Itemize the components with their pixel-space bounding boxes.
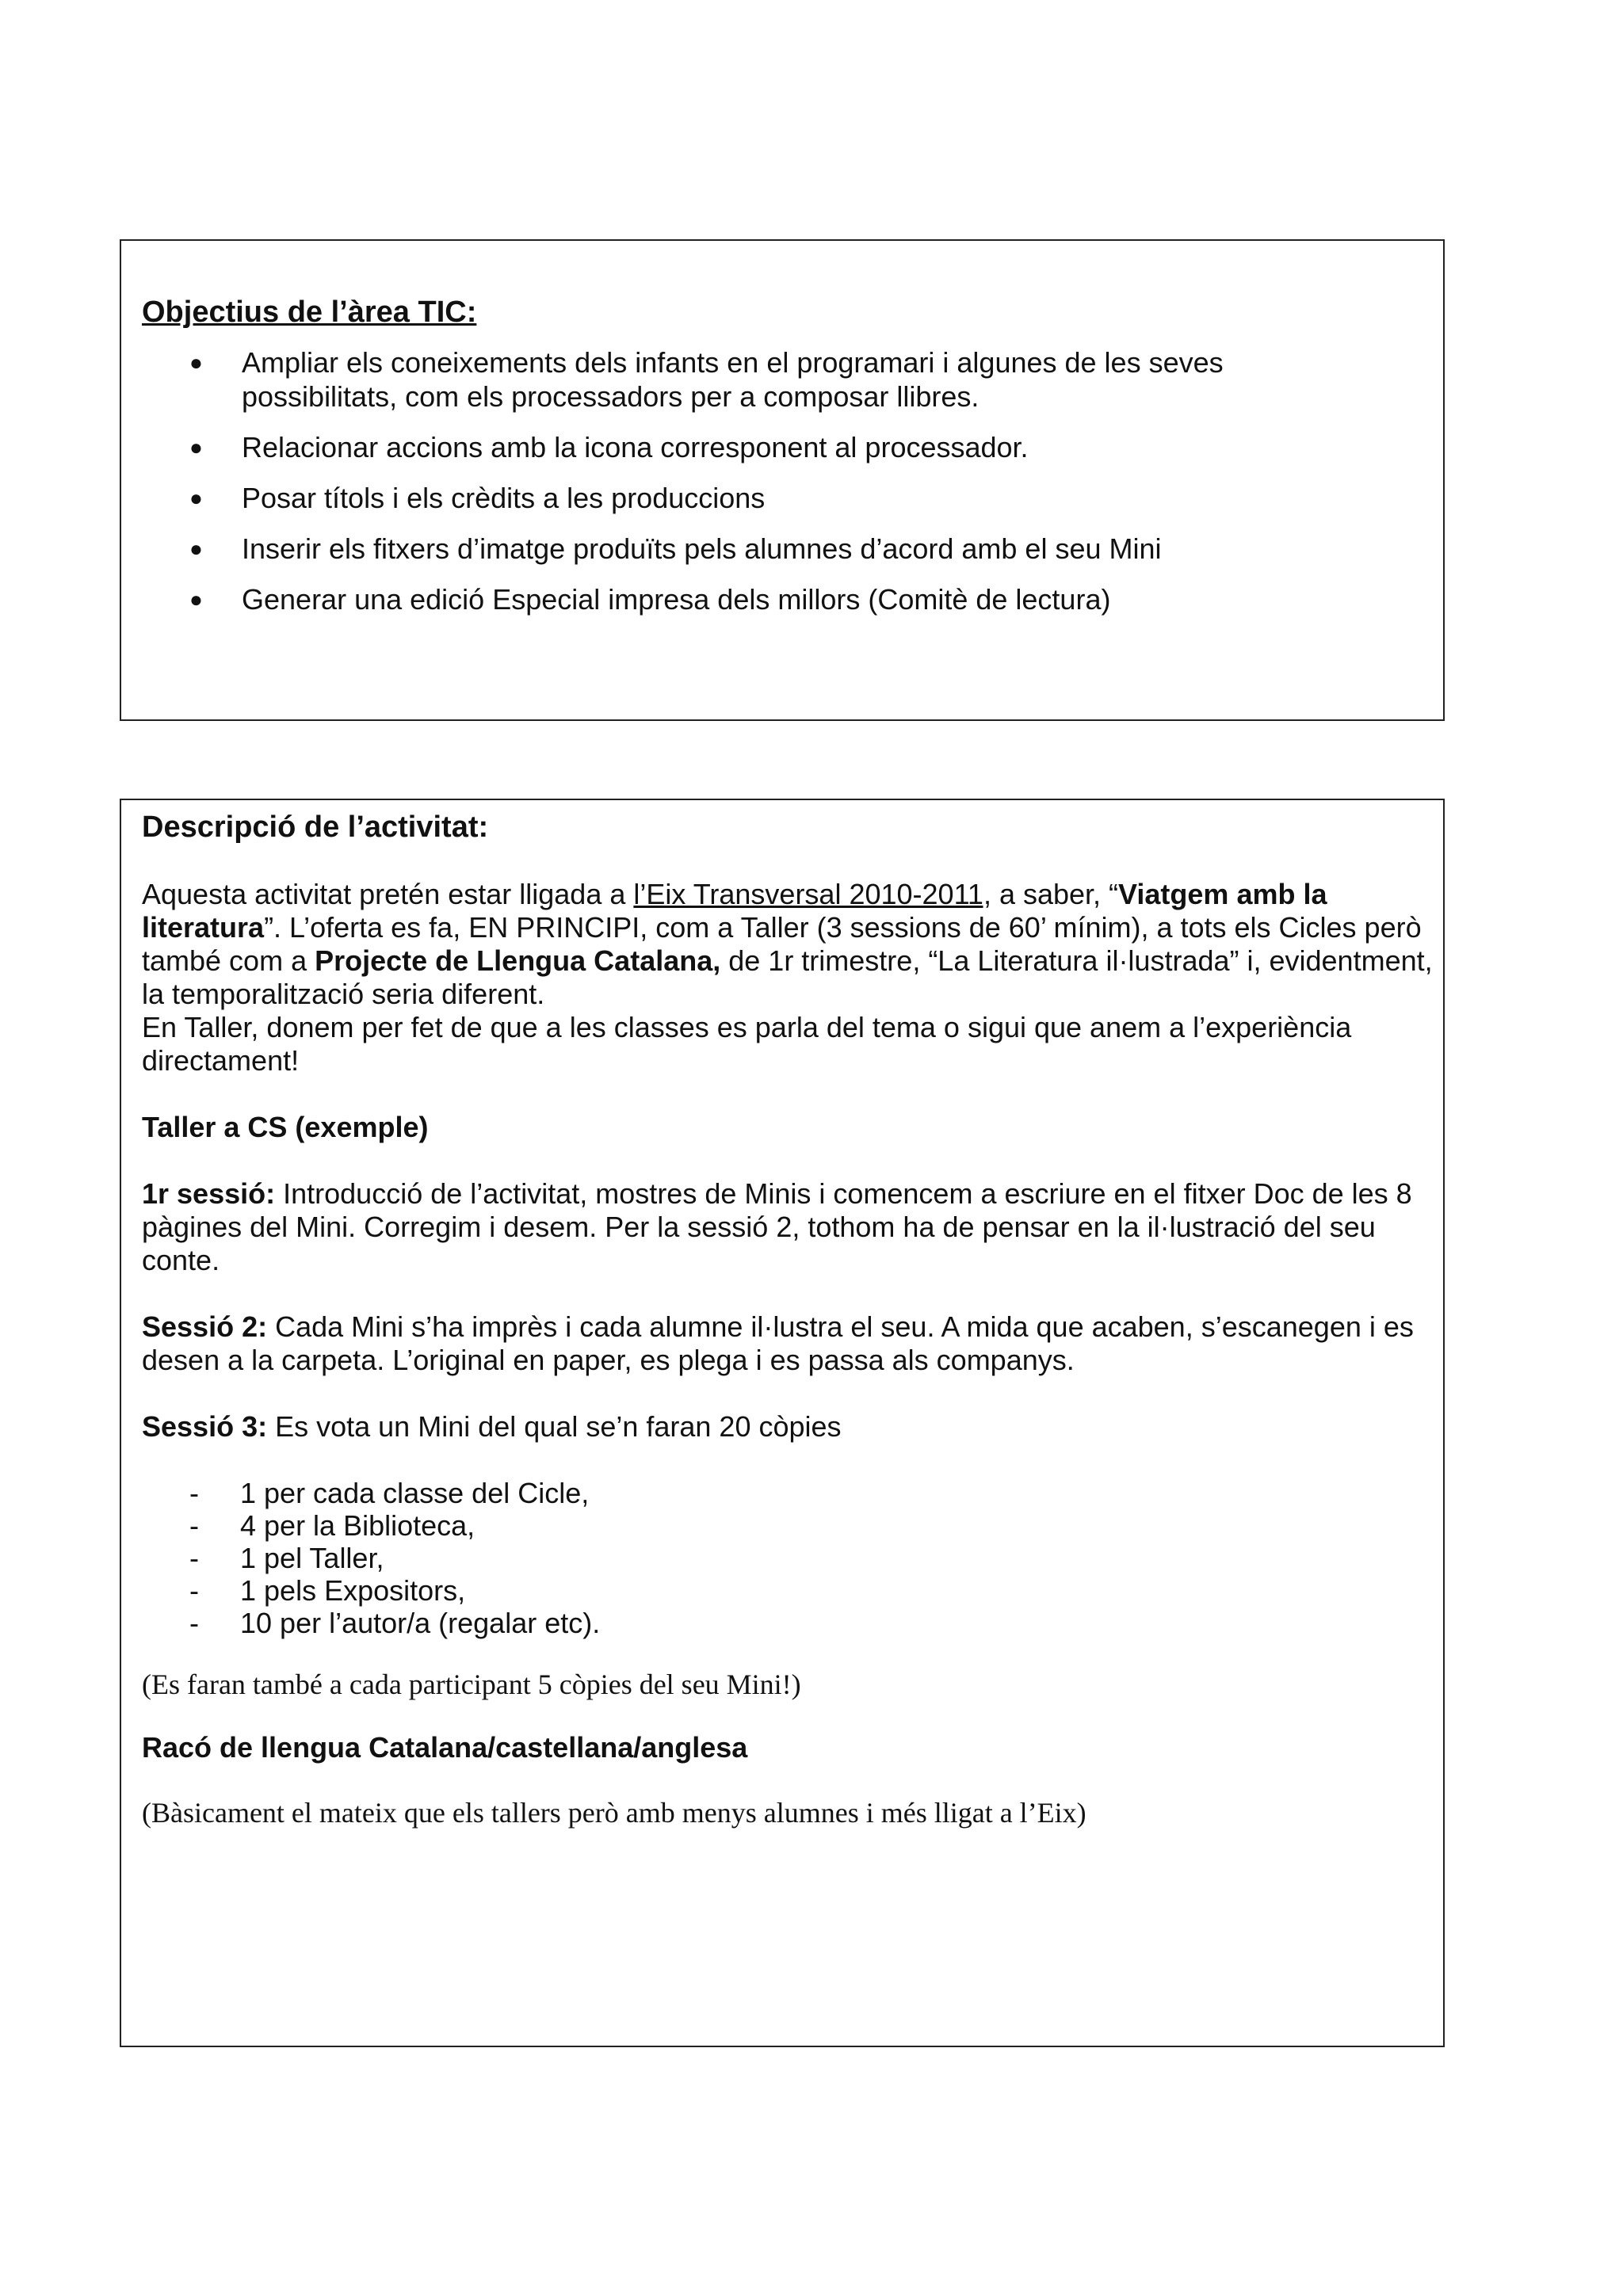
list-item: ● Relacionar accions amb la icona corresponent al processador.: [189, 431, 1029, 463]
list-item: ● Generar una edició Especial impresa dels millors (Comitè de lectura): [189, 583, 1111, 616]
bullet-icon: ●: [189, 587, 203, 612]
project-name: Projecte de Llengua Catalana,: [315, 944, 721, 977]
dash-icon: -: [189, 1509, 199, 1542]
copies-note: (Es faran també a cada participant 5 còpies del seu Mini!): [142, 1669, 801, 1700]
dash-icon: -: [189, 1607, 199, 1639]
taller-heading: Taller a CS (exemple): [142, 1111, 429, 1143]
bullet-icon: ●: [189, 435, 203, 460]
copies-list: [142, 1477, 1434, 1639]
description-body: [142, 878, 1434, 1829]
bullet-icon: ●: [189, 350, 203, 375]
description-box: [120, 799, 1445, 2047]
dash-icon: -: [189, 1542, 199, 1574]
bullet-icon: ●: [189, 536, 203, 561]
list-item: - 1 pel Taller,: [189, 1542, 384, 1574]
list-item: - 1 pels Expositors,: [189, 1574, 466, 1607]
session-2: Sessió 2: Cada Mini s’ha imprès i cada alumne il·lustra el seu. A mida que acaben, s’escanegen i es desen a la carpeta. L’original en paper, es plega i es passa als companys.: [142, 1310, 1414, 1376]
list-item: - 4 per la Biblioteca,: [189, 1509, 475, 1542]
intro-paragraph: Aquesta activitat pretén estar lligada a l’Eix Transversal 2010-2011, a saber, “Viatgem amb la literatura”. L’oferta es fa, EN PRINCIPI, com a Taller (3 sessions de 60’ mínim), a tots els Cicles però també com a Projecte de Llengua Catalana, de 1r trimestre, “La Literatura il·lustrada” i, evidentment, la temporalització seria diferent.: [142, 878, 1433, 1010]
dash-icon: -: [189, 1574, 199, 1607]
session-1: 1r sessió: Introducció de l’activitat, mostres de Minis i comencem a escriure en el fitxer Doc de les 8 pàgines del Mini. Corregim i desem. Per la sessió 2, tothom ha de pensar en la il·lustració del seu conte.: [142, 1177, 1412, 1276]
eix-link: l’Eix Transversal 2010-2011,: [633, 878, 991, 910]
theme-title: Viatgem amb la literatura: [142, 878, 1327, 944]
list-item: - 10 per l’autor/a (regalar etc).: [189, 1607, 601, 1639]
objectives-title: Objectius de l’àrea TIC:: [142, 296, 477, 329]
objectives-box: [120, 239, 1445, 721]
list-item: ● Inserir els fitxers d’imatge produïts pels alumnes d’acord amb el seu Mini: [189, 532, 1162, 565]
intro-paragraph-2: En Taller, donem per fet de que a les classes es parla del tema o sigui que anem a l’experiència directament!: [142, 1011, 1352, 1077]
list-item: ● Ampliar els coneixements dels infants en el programari i algunes de les seves possibilitats, com els processadors per a composar llibres.: [189, 346, 1224, 413]
dash-icon: -: [189, 1477, 199, 1509]
description-title: Descripció de l’activitat:: [142, 810, 489, 844]
objectives-list: [142, 345, 1378, 633]
raco-note: (Bàsicament el mateix que els tallers però amb menys alumnes i més lligat a l’Eix): [142, 1797, 1086, 1829]
raco-heading: Racó de llengua Catalana/castellana/anglesa: [142, 1731, 748, 1764]
list-item: - 1 per cada classe del Cicle,: [189, 1477, 590, 1509]
bullet-icon: ●: [189, 486, 203, 510]
session-3: Sessió 3: Es vota un Mini del qual se’n faran 20 còpies: [142, 1410, 842, 1443]
list-item: ● Posar títols i els crèdits a les produccions: [189, 482, 766, 514]
